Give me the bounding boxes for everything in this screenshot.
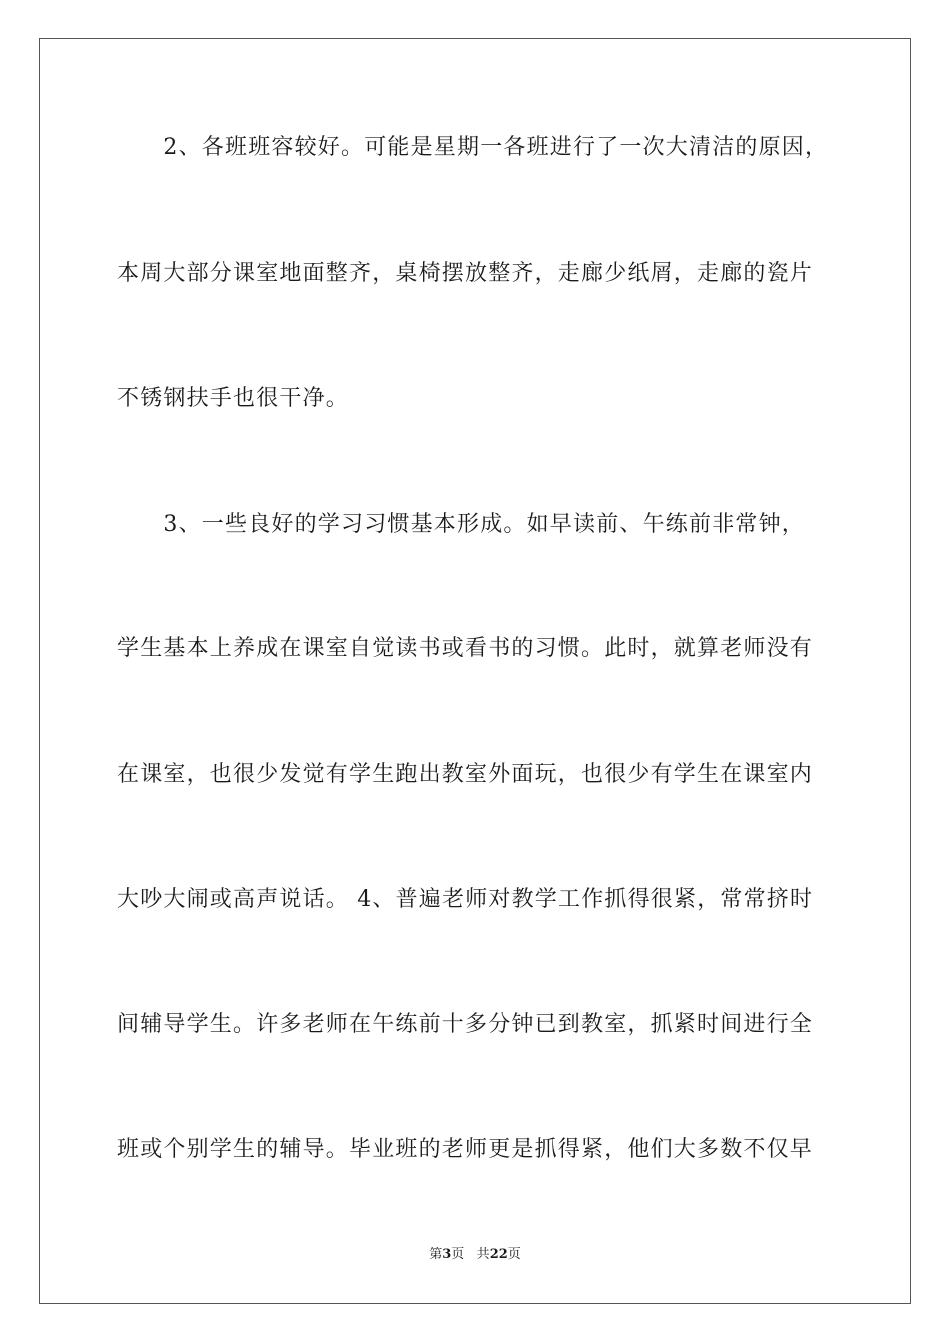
total-prefix: 共	[476, 1247, 490, 1262]
paragraph-line-2: 本周大部分课室地面整齐，桌椅摆放整齐，走廊少纸屑，走廊的瓷片	[117, 261, 814, 286]
paragraph-line-9: 班或个别学生的辅导。毕业班的老师更是抓得紧，他们大多数不仅早	[117, 1137, 814, 1162]
paragraph-line-5: 学生基本上养成在课室自觉读书或看书的习惯。此时，就算老师没有	[117, 636, 814, 661]
paragraph-line-1: 2、各班班容较好。可能是星期一各班进行了一次大清洁的原因，	[117, 135, 829, 160]
page-suffix: 页	[451, 1247, 465, 1262]
total-pages: 22	[489, 1247, 508, 1262]
page-number: 3	[442, 1247, 452, 1262]
total-suffix: 页	[507, 1247, 521, 1262]
paragraph-line-3: 不锈钢扶手也很干净。	[117, 386, 350, 411]
page-footer	[0, 1246, 950, 1264]
paragraph-line-7: 大吵大闹或高声说话。 4、普遍老师对教学工作抓得很紧，常常挤时	[117, 887, 814, 912]
page-frame	[39, 38, 911, 1304]
page-prefix: 第	[429, 1247, 443, 1262]
paragraph-line-8: 间辅导学生。许多老师在午练前十多分钟已到教室，抓紧时间进行全	[117, 1012, 814, 1037]
paragraph-line-6: 在课室，也很少发觉有学生跑出教室外面玩，也很少有学生在课室内	[117, 762, 814, 787]
paragraph-line-4: 3、一些良好的学习习惯基本形成。如早读前、午练前非常钟，	[117, 512, 805, 537]
